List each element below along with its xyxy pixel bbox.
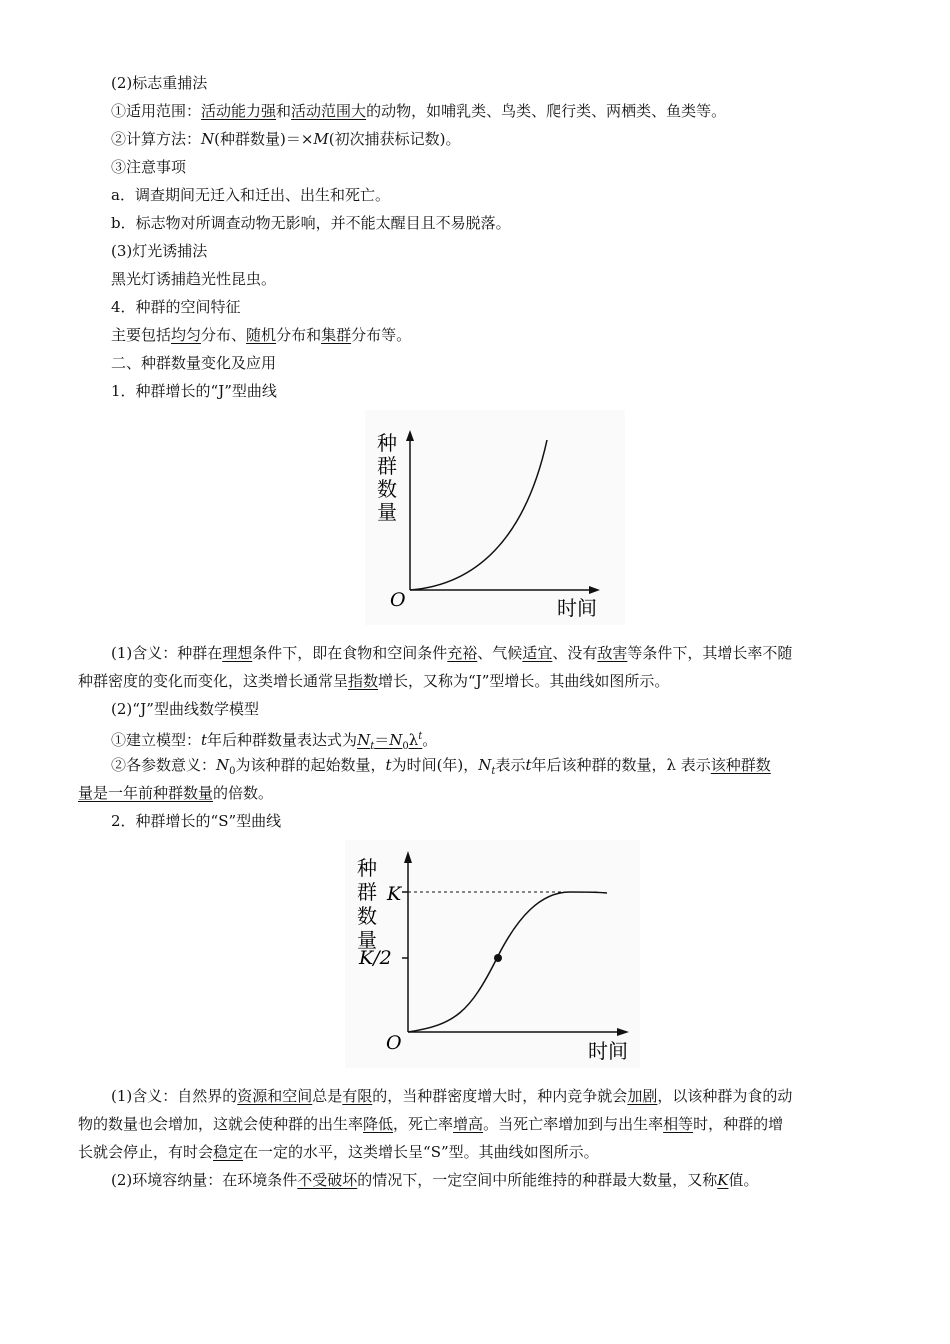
heading-mark-recapture: (2)标志重捕法 (111, 74, 208, 92)
j-params-1: ②各参数意义：$N_0$为该种群的起始数量，t为时间(年)，$N_t$表示t年后该种群的数量，λ 表示该种群数 (111, 756, 771, 777)
answer-underline: 随机 (246, 326, 277, 344)
formula-underline: $N_t=N_0\lambda^t$ (357, 731, 423, 752)
answer-underline: 敌害 (597, 644, 628, 662)
answer-underline: 量是一年前种群数量 (78, 784, 214, 802)
answer-underline: 集群 (321, 326, 352, 344)
heading-spatial: 4．种群的空间特征 (111, 298, 241, 316)
y-label-char: 种 (357, 856, 377, 880)
origin-label: O (386, 1032, 402, 1054)
y-label-char: 数 (377, 477, 397, 501)
s-curve-figure (345, 840, 640, 1068)
s-meaning-2: 物的数量也会增加，这就会使种群的出生率降低，死亡率增高。当死亡率增加到与出生率相等时，种群的增 (78, 1115, 784, 1133)
k2-label: K/2 (359, 947, 392, 969)
y-label-char: 量 (357, 928, 377, 952)
origin-label: O (390, 589, 406, 611)
j-curve-chart (365, 410, 625, 625)
light-trap-text: 黑光灯诱捕趋光性昆虫。 (111, 270, 277, 288)
x-label: 时间 (557, 596, 597, 620)
answer-underline: 活动能力强 (201, 102, 277, 120)
k-label: K (387, 883, 402, 905)
answer-underline: 充裕 (447, 644, 478, 662)
y-label-char: 群 (357, 880, 377, 904)
answer-underline: 加剧 (627, 1087, 658, 1105)
y-label-char: 群 (377, 454, 397, 478)
answer-underline: 增高 (453, 1115, 484, 1133)
s-curve-chart (345, 840, 640, 1068)
carrying-capacity: (2)环境容纳量：在环境条件不受破坏的情况下，一定空间中所能维持的种群最大数量，又称K值。 (111, 1171, 759, 1189)
spatial-text: 主要包括均匀分布、随机分布和集群分布等。 (111, 326, 412, 344)
heading-light-trap: (3)灯光诱捕法 (111, 242, 208, 260)
j-meaning-1: (1)含义：种群在理想条件下，即在食物和空间条件充裕、气候适宜、没有敌害等条件下，其增长率不随 (111, 644, 793, 662)
heading-j-curve: 1．种群增长的“J”型曲线 (111, 382, 277, 400)
note-a: a．调查期间无迁入和迁出、出生和死亡。 (111, 186, 390, 204)
section-two-heading: 二、种群数量变化及应用 (111, 354, 277, 372)
answer-underline: 相等 (663, 1115, 694, 1133)
j-meaning-2: 种群密度的变化而变化，这类增长通常呈指数增长，又称为“J”型增长。其曲线如图所示。 (78, 672, 670, 690)
x-label: 时间 (588, 1039, 628, 1063)
y-label-char: 种 (377, 431, 397, 455)
answer-underline: 理想 (222, 644, 253, 662)
formula-line: ②计算方法：N(种群数量)＝×M(初次捕获标记数)。 (111, 130, 461, 148)
answer-underline: K (717, 1171, 729, 1189)
scope-line: ①适用范围：活动能力强和活动范围大的动物，如哺乳类、鸟类、爬行类、两栖类、鱼类等。 (111, 102, 727, 120)
answer-underline: 指数 (348, 672, 379, 690)
answer-underline: 降低 (363, 1115, 394, 1133)
s-meaning-1: (1)含义：自然界的资源和空间总是有限的，当种群密度增大时，种内竞争就会加剧，以该种群为食的动 (111, 1087, 793, 1105)
answer-underline: 适宜 (522, 644, 553, 662)
s-meaning-3: 长就会停止，有时会稳定在一定的水平，这类增长呈“S”型。其曲线如图所示。 (78, 1143, 599, 1161)
y-label-char: 量 (377, 500, 397, 524)
j-curve-figure (365, 410, 625, 625)
answer-underline: 稳定 (213, 1143, 244, 1161)
answer-underline: 均匀 (171, 326, 202, 344)
j-params-2: 量是一年前种群数量的倍数。 (78, 784, 274, 802)
inflection-point (494, 954, 502, 962)
answer-underline: 有限 (342, 1087, 373, 1105)
answer-underline: 该种群数 (710, 756, 771, 774)
answer-underline: 不受破坏 (297, 1171, 358, 1189)
j-model-formula: ①建立模型：t年后种群数量表达式为$N_t=N_0\lambda^t$。 (111, 731, 438, 752)
notes-heading: ③注意事项 (111, 158, 187, 176)
heading-s-curve: 2．种群增长的“S”型曲线 (111, 812, 282, 830)
note-b: b．标志物对所调查动物无影响，并不能太醒目且不易脱落。 (111, 214, 511, 232)
j-model-heading: (2)“J”型曲线数学模型 (111, 700, 259, 718)
answer-underline: 活动范围大 (291, 102, 367, 120)
answer-underline: 资源和空间 (237, 1087, 313, 1105)
y-label-char: 数 (357, 904, 377, 928)
